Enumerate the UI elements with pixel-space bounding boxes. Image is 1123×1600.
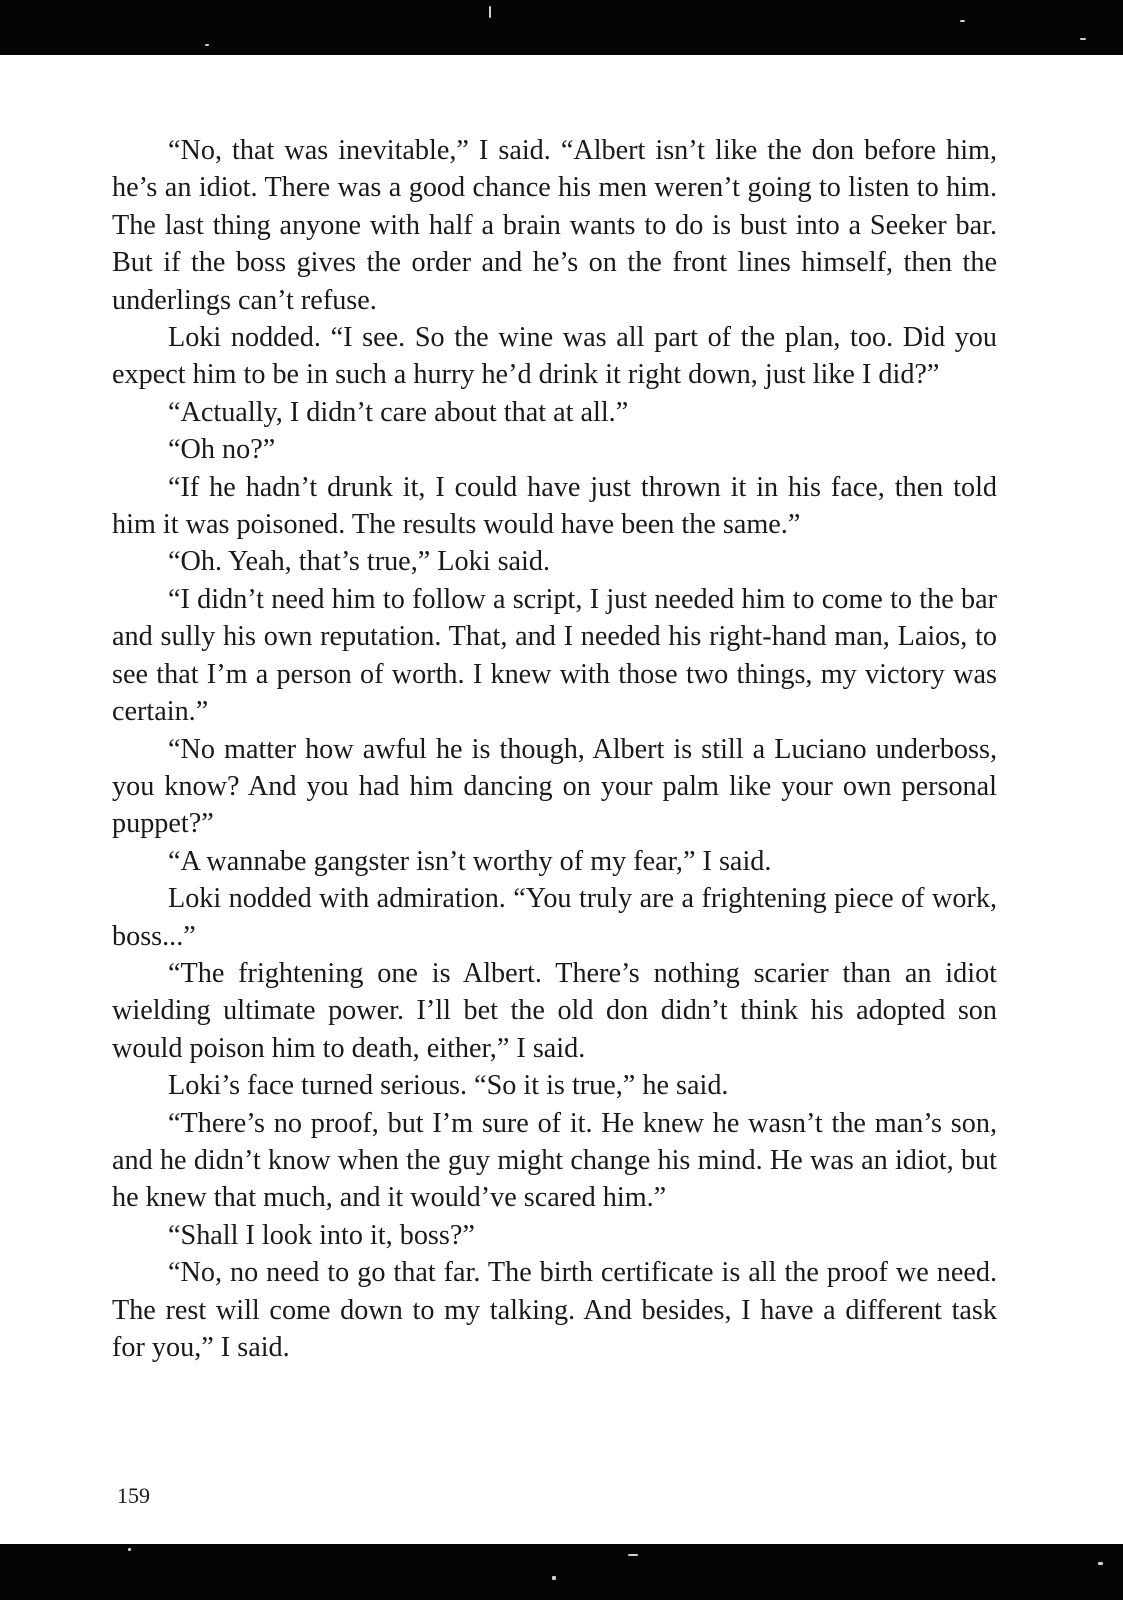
scan-speck bbox=[1080, 38, 1086, 40]
paragraph: “Oh. Yeah, that’s true,” Loki said. bbox=[168, 546, 551, 578]
paragraph: “I didn’t need him to follow a script, I just needed him to come to the bar and sully his own reputation. That, and I needed his right-hand man, Laios, to see that I’m a person of worth. I knew with those two things, my victory was certain.” bbox=[112, 583, 997, 728]
scan-speck bbox=[1098, 1562, 1103, 1565]
paragraph: Loki nodded with admiration. “You truly are a frightening piece of work, boss...” bbox=[112, 883, 997, 952]
paragraph: “A wannabe gangster isn’t worthy of my fear,” I said. bbox=[168, 845, 772, 877]
page-number: 159 bbox=[117, 1483, 150, 1508]
paragraph: Loki nodded. “I see. So the wine was all part of the plan, too. Did you expect him to be in such a hurry he’d drink it right down, just like I did?” bbox=[112, 322, 997, 391]
paragraph: “The frightening one is Albert. There’s nothing scarier than an idiot wielding ultimate power. I’ll bet the old don didn’t think his adopted son would poison him to death, either,” I said. bbox=[112, 957, 997, 1064]
scan-speck bbox=[552, 1576, 556, 1580]
paragraph: “No, that was inevitable,” I said. “Albert isn’t like the don before him, he’s an idiot. There was a good chance his men weren’t going to listen to him. The last thing anyone with half a brain wants to do is bust into a Seeker bar. But if the boss gives the order and he’s on the front lines himself, then the underlings can’t refuse. bbox=[112, 135, 997, 316]
scan-speck bbox=[628, 1554, 638, 1556]
paragraph: Loki’s face turned serious. “So it is true,” he said. bbox=[168, 1070, 729, 1102]
paragraph: “No, no need to go that far. The birth certificate is all the proof we need. The rest will come down to my talking. And besides, I have a different task for you,” I said. bbox=[112, 1257, 997, 1363]
paragraph: “Actually, I didn’t care about that at all.” bbox=[168, 396, 629, 428]
paragraph: “There’s no proof, but I’m sure of it. He knew he wasn’t the man’s son, and he didn’t know when the guy might change his mind. He was an idiot, but he knew that much, and it would’ve scared him.” bbox=[112, 1107, 997, 1214]
paragraph: “Oh no?” bbox=[168, 434, 276, 466]
bottom-scan-border bbox=[0, 1544, 1123, 1600]
top-scan-border bbox=[0, 0, 1123, 55]
body-text bbox=[112, 132, 997, 1366]
scan-speck bbox=[205, 44, 209, 46]
paragraph: “Shall I look into it, boss?” bbox=[168, 1219, 475, 1251]
scan-speck bbox=[489, 6, 491, 18]
paragraph: “No matter how awful he is though, Albert is still a Luciano underboss, you know? And you had him dancing on your palm like your own personal puppet?” bbox=[112, 733, 997, 840]
paragraph: “If he hadn’t drunk it, I could have just thrown it in his face, then told him it was poisoned. The results would have been the same.” bbox=[112, 471, 997, 541]
scan-speck bbox=[960, 20, 965, 22]
scan-speck bbox=[128, 1548, 131, 1551]
